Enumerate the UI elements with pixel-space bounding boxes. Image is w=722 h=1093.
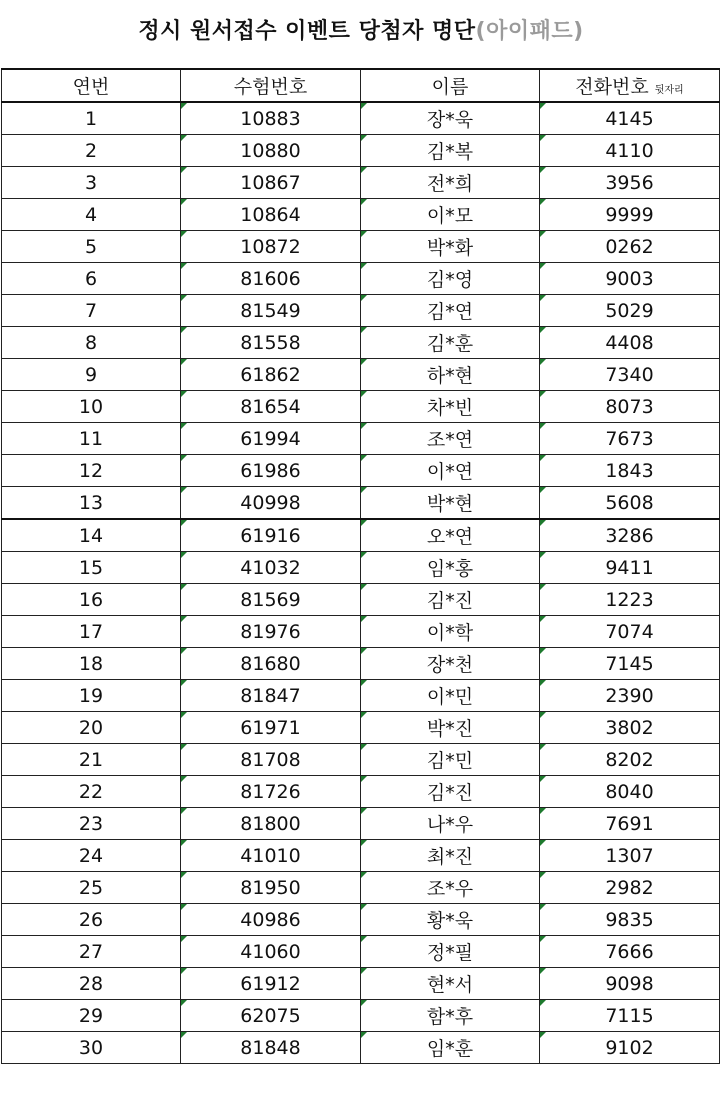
cell-exam-number: 81549 [181, 295, 361, 327]
cell-no: 7 [2, 295, 181, 327]
table-row [2, 519, 720, 552]
cell-exam-number: 61986 [181, 455, 361, 487]
cell-name: 임*훈 [361, 1032, 540, 1064]
table-row [2, 487, 720, 520]
cell-phone: 5608 [540, 487, 720, 520]
cell-no: 3 [2, 167, 181, 199]
cell-no: 28 [2, 968, 181, 1000]
cell-no: 1 [2, 102, 181, 135]
cell-phone: 7340 [540, 359, 720, 391]
cell-name: 김*복 [361, 135, 540, 167]
cell-no: 30 [2, 1032, 181, 1064]
cell-no: 24 [2, 840, 181, 872]
cell-name: 김*훈 [361, 327, 540, 359]
cell-phone: 9999 [540, 199, 720, 231]
cell-name: 현*서 [361, 968, 540, 1000]
cell-exam-number: 10864 [181, 199, 361, 231]
cell-exam-number: 41010 [181, 840, 361, 872]
table-row [2, 936, 720, 968]
cell-name: 차*빈 [361, 391, 540, 423]
cell-name: 전*희 [361, 167, 540, 199]
cell-phone: 7673 [540, 423, 720, 455]
cell-phone: 4408 [540, 327, 720, 359]
cell-no: 27 [2, 936, 181, 968]
table-row [2, 391, 720, 423]
cell-no: 15 [2, 552, 181, 584]
cell-name: 함*후 [361, 1000, 540, 1032]
table-row [2, 263, 720, 295]
cell-name: 박*현 [361, 487, 540, 520]
table-row [2, 423, 720, 455]
header-no: 연번 [2, 69, 181, 102]
cell-no: 19 [2, 680, 181, 712]
cell-phone: 7691 [540, 808, 720, 840]
header-row [2, 69, 720, 102]
cell-exam-number: 81680 [181, 648, 361, 680]
cell-no: 5 [2, 231, 181, 263]
cell-phone: 3802 [540, 712, 720, 744]
winners-table [1, 68, 720, 1064]
cell-name: 박*화 [361, 231, 540, 263]
cell-exam-number: 61912 [181, 968, 361, 1000]
cell-phone: 7074 [540, 616, 720, 648]
header-name: 이름 [361, 69, 540, 102]
cell-name: 장*천 [361, 648, 540, 680]
cell-exam-number: 10883 [181, 102, 361, 135]
header-exam-number: 수험번호 [181, 69, 361, 102]
cell-phone: 1307 [540, 840, 720, 872]
cell-no: 8 [2, 327, 181, 359]
cell-exam-number: 81569 [181, 584, 361, 616]
page-title [0, 14, 722, 45]
cell-name: 최*진 [361, 840, 540, 872]
cell-phone: 0262 [540, 231, 720, 263]
cell-exam-number: 81976 [181, 616, 361, 648]
cell-no: 11 [2, 423, 181, 455]
cell-name: 이*학 [361, 616, 540, 648]
cell-no: 20 [2, 712, 181, 744]
table-row [2, 776, 720, 808]
table-row [2, 455, 720, 487]
cell-no: 21 [2, 744, 181, 776]
table-row [2, 1000, 720, 1032]
cell-phone: 8202 [540, 744, 720, 776]
header-phone [540, 69, 720, 102]
cell-exam-number: 81950 [181, 872, 361, 904]
header-phone-label: 전화번호 [575, 76, 649, 98]
table-row [2, 135, 720, 167]
cell-no: 12 [2, 455, 181, 487]
cell-phone: 1223 [540, 584, 720, 616]
table-body [2, 102, 720, 1064]
cell-name: 정*필 [361, 936, 540, 968]
table-row [2, 616, 720, 648]
table-row [2, 744, 720, 776]
cell-name: 김*진 [361, 776, 540, 808]
table-row [2, 1032, 720, 1064]
table-row [2, 712, 720, 744]
cell-phone: 3286 [540, 519, 720, 552]
cell-name: 오*연 [361, 519, 540, 552]
table-row [2, 584, 720, 616]
cell-exam-number: 10867 [181, 167, 361, 199]
cell-exam-number: 81847 [181, 680, 361, 712]
table-row [2, 167, 720, 199]
cell-phone: 9098 [540, 968, 720, 1000]
cell-name: 김*영 [361, 263, 540, 295]
cell-no: 26 [2, 904, 181, 936]
cell-exam-number: 10872 [181, 231, 361, 263]
table-row [2, 359, 720, 391]
cell-phone: 9003 [540, 263, 720, 295]
cell-no: 16 [2, 584, 181, 616]
cell-exam-number: 81800 [181, 808, 361, 840]
title-main: 정시 원서접수 이벤트 당첨자 명단 [138, 19, 476, 44]
table-row [2, 840, 720, 872]
cell-exam-number: 61994 [181, 423, 361, 455]
cell-no: 25 [2, 872, 181, 904]
cell-no: 29 [2, 1000, 181, 1032]
cell-no: 22 [2, 776, 181, 808]
cell-phone: 4145 [540, 102, 720, 135]
cell-exam-number: 40986 [181, 904, 361, 936]
cell-no: 23 [2, 808, 181, 840]
table-row [2, 648, 720, 680]
cell-name: 이*모 [361, 199, 540, 231]
cell-phone: 9411 [540, 552, 720, 584]
cell-phone: 7666 [540, 936, 720, 968]
title-sub: (아이패드) [475, 19, 584, 44]
cell-no: 14 [2, 519, 181, 552]
cell-exam-number: 81848 [181, 1032, 361, 1064]
cell-exam-number: 41060 [181, 936, 361, 968]
cell-exam-number: 61971 [181, 712, 361, 744]
cell-name: 조*연 [361, 423, 540, 455]
cell-exam-number: 81654 [181, 391, 361, 423]
cell-no: 13 [2, 487, 181, 520]
cell-no: 2 [2, 135, 181, 167]
cell-phone: 8073 [540, 391, 720, 423]
cell-phone: 7115 [540, 1000, 720, 1032]
table-row [2, 680, 720, 712]
table-row [2, 231, 720, 263]
cell-phone: 9835 [540, 904, 720, 936]
cell-name: 조*우 [361, 872, 540, 904]
cell-name: 김*연 [361, 295, 540, 327]
cell-phone: 3956 [540, 167, 720, 199]
cell-name: 이*민 [361, 680, 540, 712]
cell-phone: 5029 [540, 295, 720, 327]
cell-phone: 9102 [540, 1032, 720, 1064]
cell-exam-number: 10880 [181, 135, 361, 167]
table-row [2, 295, 720, 327]
cell-name: 김*민 [361, 744, 540, 776]
cell-phone: 2982 [540, 872, 720, 904]
cell-no: 4 [2, 199, 181, 231]
cell-name: 박*진 [361, 712, 540, 744]
table-row [2, 199, 720, 231]
table-row [2, 102, 720, 135]
table-row [2, 552, 720, 584]
header-phone-note: 뒷자리 [654, 85, 684, 96]
cell-name: 하*현 [361, 359, 540, 391]
cell-no: 10 [2, 391, 181, 423]
cell-no: 18 [2, 648, 181, 680]
table-row [2, 968, 720, 1000]
cell-exam-number: 81708 [181, 744, 361, 776]
cell-name: 장*욱 [361, 102, 540, 135]
cell-name: 임*홍 [361, 552, 540, 584]
cell-exam-number: 40998 [181, 487, 361, 520]
table-row [2, 872, 720, 904]
cell-exam-number: 41032 [181, 552, 361, 584]
cell-exam-number: 81606 [181, 263, 361, 295]
cell-name: 김*진 [361, 584, 540, 616]
table-row [2, 904, 720, 936]
cell-no: 17 [2, 616, 181, 648]
cell-exam-number: 62075 [181, 1000, 361, 1032]
cell-exam-number: 61916 [181, 519, 361, 552]
cell-phone: 7145 [540, 648, 720, 680]
cell-exam-number: 61862 [181, 359, 361, 391]
cell-no: 9 [2, 359, 181, 391]
cell-name: 나*우 [361, 808, 540, 840]
table-row [2, 327, 720, 359]
cell-name: 이*연 [361, 455, 540, 487]
cell-name: 황*욱 [361, 904, 540, 936]
cell-exam-number: 81558 [181, 327, 361, 359]
cell-exam-number: 81726 [181, 776, 361, 808]
cell-no: 6 [2, 263, 181, 295]
cell-phone: 2390 [540, 680, 720, 712]
table-row [2, 808, 720, 840]
cell-phone: 4110 [540, 135, 720, 167]
cell-phone: 8040 [540, 776, 720, 808]
cell-phone: 1843 [540, 455, 720, 487]
